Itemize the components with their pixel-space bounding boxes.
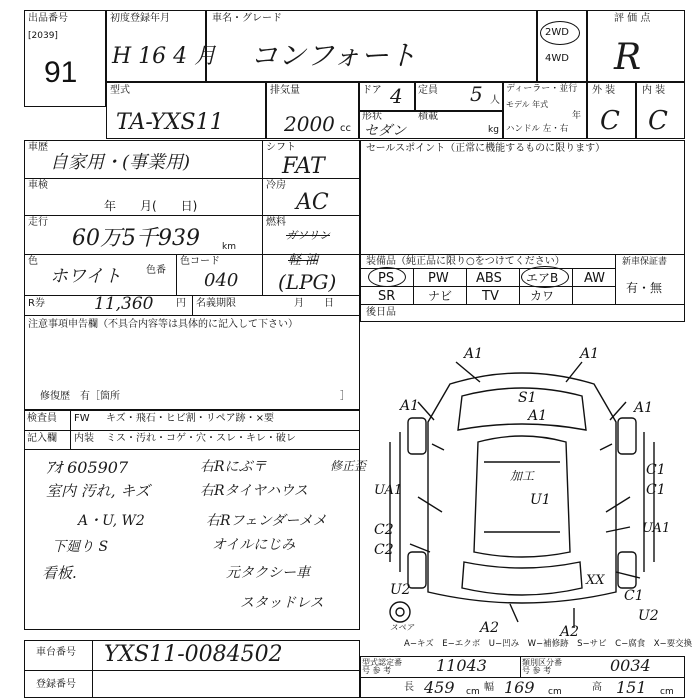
recycle-divider [192,295,193,315]
ac-value: AC [296,190,329,215]
spare-label: スペア [390,623,414,632]
color-code-value: 040 [204,270,239,291]
color-no-label: 色番 [146,265,166,276]
note-9: オイルにじみ [212,537,296,553]
len-label: 長 [404,682,414,693]
mark-c1-right-2: C1 [646,482,666,498]
equip-pw: PW [428,271,449,286]
handle-label: ハンドル 左・右 [506,124,569,134]
sales-line-1 [360,254,685,255]
shift-label: シフト [266,142,296,153]
lot-label: 出品番号 [28,13,68,24]
model-label: 型式 [110,85,130,96]
equip-col-1 [413,268,414,304]
doors-value: 4 [390,84,403,108]
interior-label: 内 装 [642,85,666,96]
displacement-value: 2000 [284,112,335,136]
len-value: 459 [424,678,455,697]
repair-close: ］ [340,391,350,402]
class-value: 0034 [610,656,651,675]
grade-value: R [614,37,642,78]
color-label: 色 [28,256,38,267]
color-divider [176,254,177,295]
mark-ua1-right: UA1 [642,521,671,536]
load-unit: kg [488,125,499,135]
lot-sub: [2039] [28,31,58,41]
inspector-int-items: ミス・汚れ・コゲ・穴・スレ・キレ・破レ [106,433,296,444]
chassis-divider [92,640,93,698]
warranty-divider [615,254,616,304]
note-11: スタッドレス [240,595,324,611]
cert-label: 型式認定番号 参 考 [362,658,402,675]
inspector-int: 内装 [74,433,94,444]
width-unit: cm [548,687,562,697]
equip-aw: AW [584,271,606,286]
doors-label: ドア [362,85,382,96]
inspector-fw-items: キズ・飛石・ヒビ割・リペア跡・×要 [106,413,274,424]
fuel-diesel: 軽 油 [288,253,319,268]
fuel-label: 燃料 [266,217,286,228]
lot-number: 91 [44,56,78,89]
fuel-lpg: (LPG) [278,270,337,294]
len-unit: cm [466,687,480,697]
history-label: 車歴 [28,142,48,153]
note-8: 右Rフェンダーメメ [206,513,327,529]
inspection-label: 車検 [28,180,48,191]
color-code-label: 色コード [180,256,220,267]
equip-col-4 [572,268,573,304]
note-2: 室内 汚れ, キズ [46,482,151,500]
warranty-label: 新車保証書 [622,257,668,267]
cert-divider [520,656,521,677]
equip-leather: カワ [530,289,555,303]
width-value: 169 [504,678,535,697]
equip-ps: PS [378,271,395,286]
note-4: 下廻り S [52,539,109,555]
capacity-unit: 人 [490,95,500,106]
mark-u1-roof: U1 [530,492,551,508]
model-year-unit: 年 [572,111,582,121]
mileage-label: 走行 [28,217,48,228]
name-label: 車名・グレード [212,13,282,24]
note-5: 看板. [42,564,77,582]
history-value: 自家用・(事業用) [50,152,191,173]
name-value: コンフォート [250,39,417,72]
dealer-label: ディーラー・並行 [506,84,578,94]
mileage-unit: km [222,242,236,252]
mark-a1-front-left: A1 [464,346,484,362]
cert-value: 11043 [436,656,487,675]
mark-a2-rear-right: A2 [560,624,580,640]
mark-a1-left: A1 [400,398,420,414]
chassis-value: YXS11-0084502 [104,642,283,667]
equip-line-3 [360,304,685,305]
damage-legend: A−キズ E−エクボ U−凹み W−補修跡 S−サビ C−腐食 X−要交換 [404,639,693,649]
note-1: ｱｵ 605907 [46,458,129,477]
note-12: 修正歪 [330,459,367,473]
shift-value: FAT [282,154,325,179]
mark-a2-rear-left: A2 [480,620,500,636]
shape-value: セダン [364,123,407,139]
height-unit: cm [660,687,674,697]
ac-label: 冷房 [266,180,286,191]
width-label: 幅 [484,682,494,693]
note-6: 右Rにぶ〒 [200,459,267,475]
inspection-value: 年 月( 日) [104,199,198,213]
fuel-gasoline: ガソリン [286,229,330,242]
height-label: 高 [592,682,602,693]
grade-label: 評 価 点 [614,13,651,24]
mileage-value: 60万5千939 [72,226,200,251]
equip-col-2 [466,268,467,304]
mark-processed: 加工 [510,469,535,483]
class-label: 類別区分番号 参 考 [522,658,562,675]
mark-ua1-left: UA1 [374,483,403,498]
inspector-title-1: 検査員 [27,413,57,424]
drive-2wd: 2WD [545,27,569,38]
displacement-unit: cc [340,123,351,134]
inspector-line [24,430,360,431]
color-value: ホワイト [50,266,122,287]
repair-label: 修復歴 有［箇所 [40,391,120,402]
sales-label: セールスポイント（正常に機能するものに限ります） [366,143,606,154]
equip-col-3 [519,268,520,304]
equip-airbag: エアB [526,271,559,285]
recycle-unit: 円 [176,298,186,309]
model-year-label: モデル 年式 [506,100,549,109]
note-3: A・U, W2 [78,513,145,529]
mark-c2-left-2: C2 [374,542,394,558]
height-value: 151 [616,678,647,697]
later-label: 後日品 [366,307,396,318]
exterior-value: C [600,106,620,136]
mark-c1-right-1: C1 [646,462,666,478]
title-value: 月 日 [294,298,334,309]
equip-line-2 [360,286,615,287]
exterior-label: 外 装 [592,85,616,96]
shape-label: 形状 [362,111,382,122]
title-label: 名義期限 [196,298,236,309]
capacity-value: 5 [470,82,483,106]
reg-label: 登録番号 [36,679,76,690]
mark-c2-left-1: C2 [374,522,394,538]
interior-value: C [648,106,668,136]
inspector-divider [70,410,71,450]
equip-navi: ナビ [428,289,453,303]
mark-a1-hood: A1 [528,408,548,424]
details-row-line-5 [24,315,360,316]
recycle-value: 11,360 [94,294,154,314]
mark-xx: XX [586,573,605,588]
equip-ps-circle [368,267,406,287]
details-divider [262,140,263,295]
inspector-fw: FW [74,413,90,424]
load-label: 積載 [418,111,438,122]
equip-tv: TV [482,289,499,304]
mark-u2-right: U2 [638,608,659,624]
mark-u2-left: U2 [390,582,411,598]
recycle-label: R券 [28,298,45,309]
mark-c1-rear: C1 [624,588,644,604]
note-10: 元タクシー車 [226,565,310,581]
inspector-title-2: 記入欄 [27,433,57,444]
car-diagram [360,322,685,642]
chassis-label: 車台番号 [36,647,76,658]
mark-a1-right: A1 [634,400,654,416]
equip-label: 装備品（純正品に限り○をつけてください） [366,256,565,267]
first-reg-label: 初度登録年月 [110,13,170,24]
displacement-label: 排気量 [270,85,300,96]
model-value: TA-YXS11 [116,110,224,135]
capacity-label: 定員 [418,85,438,96]
drive-4wd: 4WD [545,53,569,64]
chassis-line [24,670,360,671]
equip-abs: ABS [476,271,502,286]
details-row-line-2 [24,215,360,216]
warranty-value: 有・無 [626,281,663,295]
first-reg-value: H 16 4 月 [112,44,217,69]
mark-s1: S1 [518,390,537,406]
note-7: 右Rタイヤハウス [200,483,308,499]
notes-label: 注意事項申告欄（不具合内容等は具体的に記入して下さい） [28,319,298,330]
mark-a1-front-right: A1 [580,346,600,362]
equip-airbag-circle [521,266,569,288]
equip-sr: SR [378,289,396,304]
